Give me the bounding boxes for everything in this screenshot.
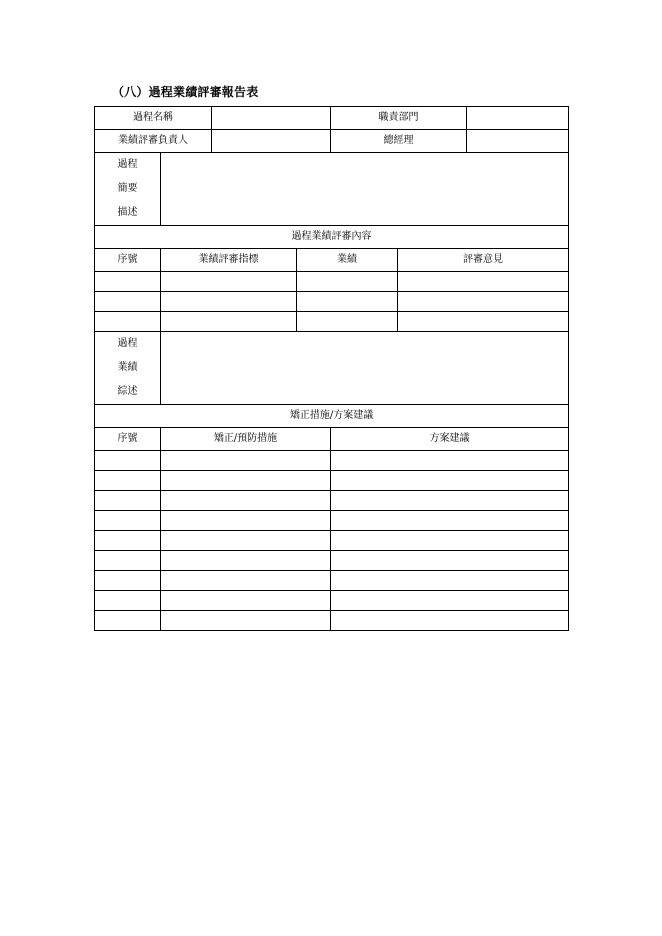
- review-cell[interactable]: [398, 312, 569, 332]
- review-cell[interactable]: [95, 272, 161, 292]
- description-label-line: 簡要: [117, 183, 138, 194]
- form-title: （八）過程業績評審報告表: [112, 85, 259, 99]
- corrective-col-index: 序號: [95, 428, 161, 451]
- corrective-cell[interactable]: [331, 471, 569, 491]
- corrective-cell[interactable]: [95, 551, 161, 571]
- corrective-cell[interactable]: [161, 471, 331, 491]
- corrective-cell[interactable]: [95, 591, 161, 611]
- corrective-cell[interactable]: [331, 571, 569, 591]
- table-row: [95, 272, 569, 292]
- description-value[interactable]: [161, 153, 569, 226]
- corrective-cell[interactable]: [161, 451, 331, 471]
- review-cell[interactable]: [95, 292, 161, 312]
- performance-review-form: [94, 106, 569, 631]
- summary-label-line: 過程: [117, 338, 138, 349]
- review-cell[interactable]: [161, 312, 297, 332]
- table-row: [95, 451, 569, 471]
- summary-value[interactable]: [161, 332, 569, 405]
- process-name-label: 過程名稱: [95, 107, 212, 130]
- table-row: [95, 491, 569, 511]
- corrective-cell[interactable]: [331, 591, 569, 611]
- review-section-heading: 過程業績評審內容: [95, 226, 569, 249]
- description-label: [95, 153, 161, 226]
- description-label-line: 過程: [117, 159, 138, 170]
- corrective-cell[interactable]: [95, 491, 161, 511]
- corrective-cell[interactable]: [161, 571, 331, 591]
- summary-label-line: 業績: [117, 362, 138, 373]
- corrective-cell[interactable]: [161, 511, 331, 531]
- review-cell[interactable]: [398, 272, 569, 292]
- corrective-cell[interactable]: [331, 491, 569, 511]
- summary-label: [95, 332, 161, 405]
- corrective-cell[interactable]: [161, 591, 331, 611]
- table-row: [95, 511, 569, 531]
- corrective-cell[interactable]: [95, 511, 161, 531]
- corrective-cell[interactable]: [95, 471, 161, 491]
- corrective-col-measures: 矯正/預防措施: [161, 428, 331, 451]
- corrective-cell[interactable]: [331, 451, 569, 471]
- review-col-opinion: 評審意見: [398, 249, 569, 272]
- summary-label-line: 綜述: [117, 386, 138, 397]
- table-row: [95, 611, 569, 631]
- corrective-cell[interactable]: [161, 551, 331, 571]
- table-row: [95, 571, 569, 591]
- corrective-col-proposal: 方案建議: [331, 428, 569, 451]
- table-row: [95, 292, 569, 312]
- review-cell[interactable]: [161, 272, 297, 292]
- process-name-value[interactable]: [212, 107, 331, 130]
- corrective-cell[interactable]: [331, 611, 569, 631]
- corrective-cell[interactable]: [95, 531, 161, 551]
- manager-value[interactable]: [467, 130, 569, 153]
- reviewer-value[interactable]: [212, 130, 331, 153]
- corrective-cell[interactable]: [331, 511, 569, 531]
- review-cell[interactable]: [297, 312, 398, 332]
- corrective-section-heading: 矯正措施/方案建議: [95, 405, 569, 428]
- review-col-indicator: 業績評審指標: [161, 249, 297, 272]
- corrective-cell[interactable]: [95, 571, 161, 591]
- department-value[interactable]: [467, 107, 569, 130]
- review-col-index: 序號: [95, 249, 161, 272]
- description-label-line: 描述: [117, 207, 138, 218]
- table-row: [95, 551, 569, 571]
- table-row: [95, 312, 569, 332]
- corrective-cell[interactable]: [161, 491, 331, 511]
- table-row: [95, 591, 569, 611]
- corrective-cell[interactable]: [161, 611, 331, 631]
- corrective-cell[interactable]: [331, 551, 569, 571]
- corrective-cell[interactable]: [95, 611, 161, 631]
- table-row: [95, 531, 569, 551]
- table-row: [95, 471, 569, 491]
- review-cell[interactable]: [297, 292, 398, 312]
- review-col-performance: 業績: [297, 249, 398, 272]
- review-cell[interactable]: [297, 272, 398, 292]
- department-label: 職責部門: [331, 107, 467, 130]
- review-cell[interactable]: [161, 292, 297, 312]
- manager-label: 總經理: [331, 130, 467, 153]
- corrective-cell[interactable]: [331, 531, 569, 551]
- corrective-cell[interactable]: [95, 451, 161, 471]
- corrective-cell[interactable]: [161, 531, 331, 551]
- review-cell[interactable]: [398, 292, 569, 312]
- reviewer-label: 業績評審負責人: [95, 130, 212, 153]
- review-cell[interactable]: [95, 312, 161, 332]
